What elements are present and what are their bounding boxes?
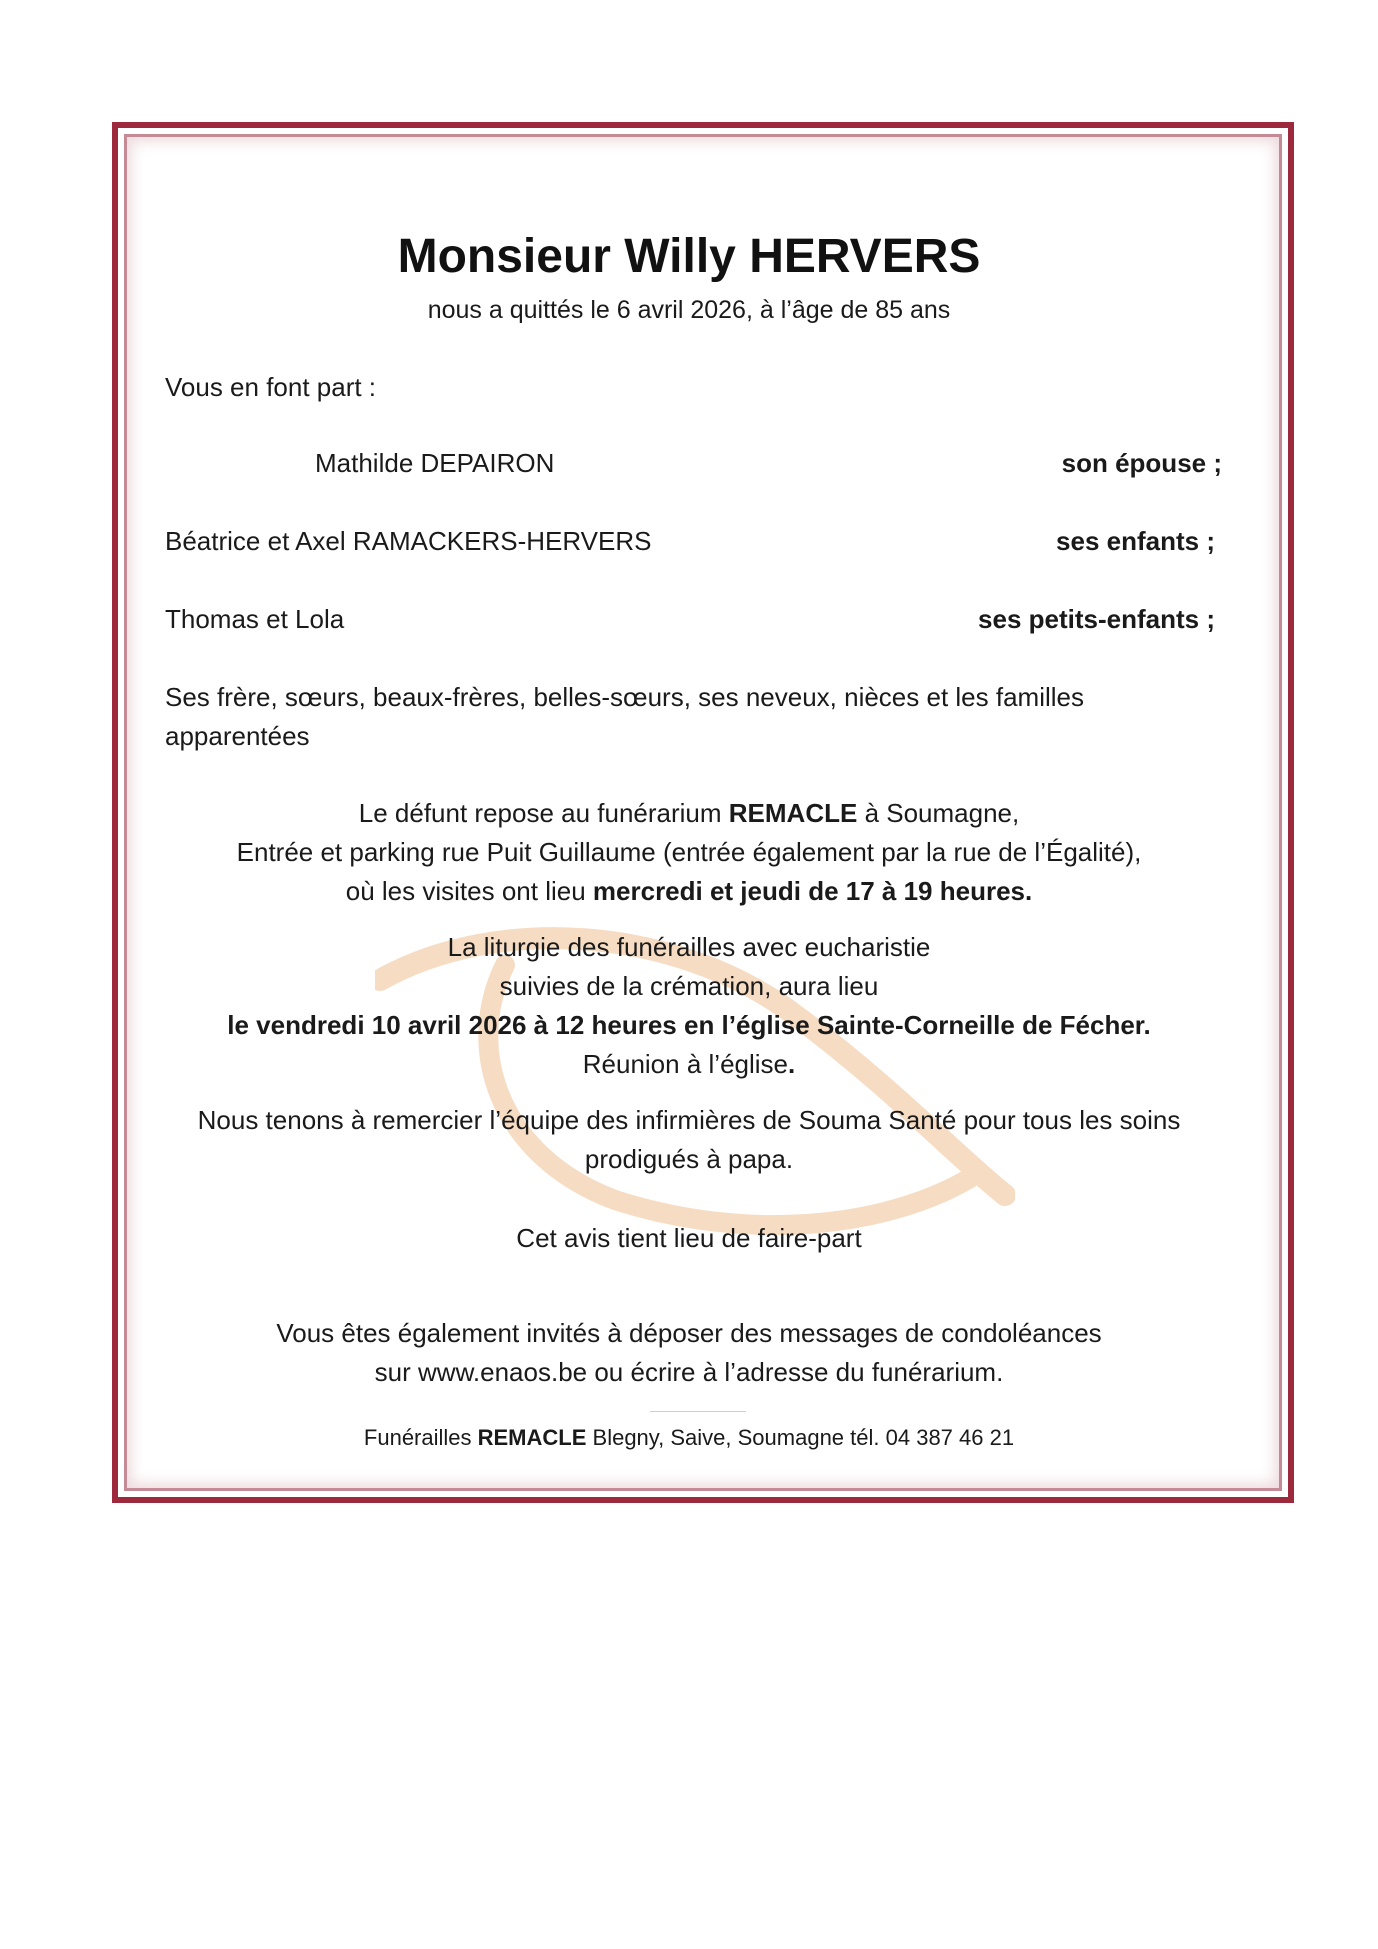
family-name-3: Thomas et Lola (165, 604, 345, 634)
extended-family-line-1: Ses frère, sœurs, beaux-frères, belles-sœurs, ses neveux, nièces et les familles (165, 682, 1084, 712)
condolences-line-1: Vous êtes également invités à déposer des messages de condoléances (276, 1318, 1102, 1348)
family-relation-2: ses enfants ; (1056, 526, 1215, 556)
liturgy-line-2: suivies de la crémation, aura lieu (499, 971, 879, 1001)
repose-line-2: Entrée et parking rue Puit Guillaume (entrée également par la rue de l’Égalité), (236, 837, 1142, 867)
page-subtitle: nous a quittés le 6 avril 2026, à l’âge de 85 ans (427, 296, 951, 324)
repose-line-1: Le défunt repose au funérarium REMACLE à Soumagne, (358, 798, 1020, 828)
family-name-1: Mathilde DEPAIRON (315, 448, 555, 478)
liturgy-line-4: Réunion à l’église. (582, 1049, 796, 1079)
thanks-line-1: Nous tenons à remercier l’équipe des infirmières de Souma Santé pour tous les soins (197, 1105, 1181, 1135)
liturgy-line-1: La liturgie des funérailles avec eucharistie (447, 932, 931, 962)
thanks-line-2: prodigués à papa. (584, 1144, 794, 1174)
family-relation-1: son épouse ; (1061, 448, 1222, 478)
repose-line-3: où les visites ont lieu mercredi et jeudi de 17 à 19 heures. (345, 876, 1033, 906)
footer-divider (650, 1411, 746, 1412)
condolences-line-2: sur www.enaos.be ou écrire à l’adresse du funérarium. (374, 1357, 1004, 1387)
liturgy-line-3: le vendredi 10 avril 2026 à 12 heures en l’église Sainte-Corneille de Fécher. (227, 1010, 1151, 1040)
intro-text: Vous en font part : (165, 372, 377, 402)
family-relation-3: ses petits-enfants ; (978, 604, 1215, 634)
page-title: Monsieur Willy HERVERS (397, 230, 981, 283)
faire-part-text: Cet avis tient lieu de faire-part (516, 1223, 862, 1253)
extended-family-line-2: apparentées (165, 721, 310, 751)
footer-text: Funérailles REMACLE Blegny, Saive, Soumagne tél. 04 387 46 21 (363, 1425, 1015, 1450)
family-name-2: Béatrice et Axel RAMACKERS-HERVERS (165, 526, 652, 556)
